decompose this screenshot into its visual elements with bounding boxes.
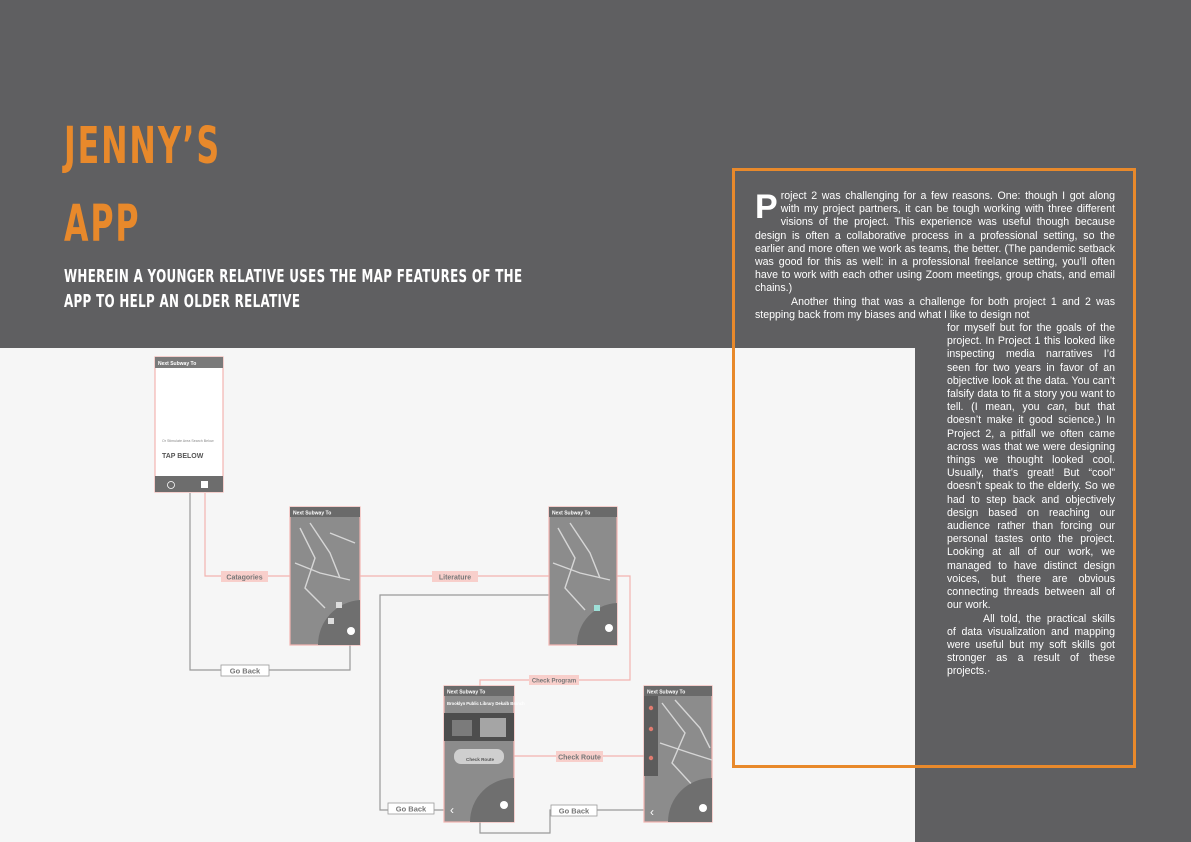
svg-text:‹: ‹: [650, 805, 654, 819]
flow-label-categories-text: Catagories: [226, 574, 263, 582]
flow-label-go-back-3-text: Go Back: [558, 806, 590, 816]
screen-route-header: Next Subway To: [647, 689, 686, 696]
screen-categories-map: [290, 507, 360, 645]
screen-start: [155, 357, 223, 492]
flow-label-go-back-3: [551, 805, 597, 816]
screen-library-detail: [444, 686, 525, 822]
svg-text:Or Stimulate Area Search Below: Or Stimulate Area Search Below: [162, 439, 214, 443]
flow-label-go-back-1: [221, 665, 269, 676]
flow-label-go-back-2-text: Go Back: [395, 804, 427, 814]
essay-paragraph-2: [947, 322, 1115, 612]
essay-p2-emphasis: can: [1047, 401, 1065, 414]
screen-categories-header: Next Subway To: [293, 510, 332, 517]
svg-text:‹: ‹: [450, 803, 454, 817]
flow-label-literature-text: Literature: [438, 574, 472, 582]
title-line-2: APP: [64, 195, 141, 254]
page-title: [64, 108, 221, 264]
screen-library-header: Next Subway To: [447, 689, 486, 696]
screen-check-route-button: Check Route: [466, 757, 495, 762]
essay-paragraph-1: [755, 190, 1115, 296]
screen-literature-map: [549, 507, 617, 645]
screen-start-header: Next Subway To: [158, 361, 197, 367]
essay-dropcap: P: [755, 188, 778, 226]
library-name: Brooklyn Public Library Dekalb Branch: [447, 701, 525, 706]
flow-label-check-program-text: Check Program: [531, 678, 577, 685]
flow-label-go-back-2: [388, 803, 434, 814]
title-line-1: JENNY’S: [64, 117, 221, 176]
flow-label-check-route: [556, 751, 603, 762]
essay-text: [755, 190, 1115, 679]
flow-label-categories: [221, 571, 268, 582]
flow-label-check-route-text: Check Route: [558, 754, 601, 762]
page-subtitle: WHEREIN A YOUNGER RELATIVE USES THE MAP FEATURES OF THE APP TO HELP AN OLDER RELATIVE: [64, 266, 523, 312]
essay-paragraph-2-intro: Another thing that was a challenge for both project 1 and 2 was stepping back from my biases and what I like to design not: [755, 295, 1115, 321]
flow-label-check-program: [529, 675, 579, 685]
essay-paragraph-3: All told, the practical skills of data visualization and mapping were useful but my soft skills got stronger as a result of these projects.·: [947, 612, 1115, 678]
screen-start-prompt: TAP BELOW: [162, 453, 204, 460]
screen-literature-header: Next Subway To: [552, 510, 591, 517]
flow-label-go-back-1-text: Go Back: [229, 666, 261, 676]
essay-p2-text-a: for myself but for the goals of the project. In Project 1 this looked like inspecting media narratives I’d seen for two years in favor of an objective look at the data. You can’t falsify data to fit a story you want to tell. (I mean, you: [947, 322, 1115, 414]
essay-p1-text: roject 2 was challenging for a few reasons. One: though I got along with my project partners, it can be tough working with three different visions of the project. This experience was useful though because design is often a collaborative process in a professional setting, so the earlier and more often we work as teams, the better. (The pandemic setback was good for this as well: in a professional freelance setting, you’ll often have to work with each other using Zoom meetings, group chats, and email chains.): [755, 190, 1115, 295]
flow-label-literature: [432, 571, 478, 582]
screen-route-map: [644, 686, 712, 822]
essay-p2-text-b: , but that doesn’t make it good science.) In Project 2, a pitfall we often came across was that we were designing things we thought looked cool. Usually, that’s great! But “cool” doesn’t speak to the elderly. So we had to step back and objectively design based on reaching our audience rather than forcing our personal tastes onto the project. Looking at all of our work, we managed to have distinct design voices, but there are obvious connecting threads between all of our work.: [947, 401, 1115, 612]
